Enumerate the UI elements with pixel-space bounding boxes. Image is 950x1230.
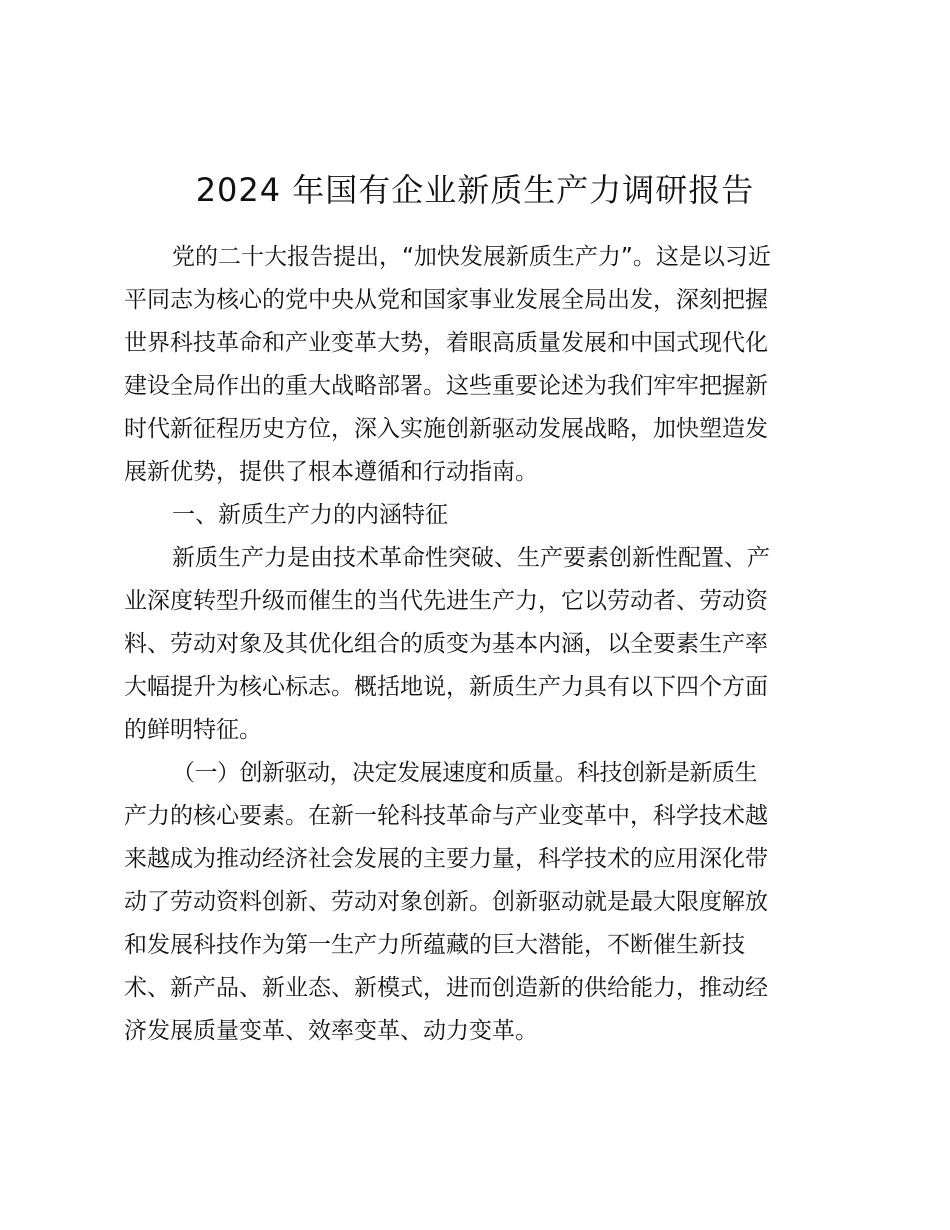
paragraph-line: 平同志为核心的党中央从党和国家事业发展全局出发，深刻把握 bbox=[124, 287, 768, 313]
paragraph-line: 产力的核心要素。在新一轮科技革命与产业变革中，科学技术越 bbox=[124, 803, 768, 829]
paragraph-line: 新质生产力是由技术革命性突破、生产要素创新性配置、产 bbox=[172, 545, 770, 571]
paragraph-line: 动了劳动资料创新、劳动对象创新。创新驱动就是最大限度解放 bbox=[124, 889, 768, 915]
document-title: 2024 年国有企业新质生产力调研报告 bbox=[195, 171, 755, 209]
paragraph-line: （一）创新驱动，决定发展速度和质量。科技创新是新质生 bbox=[172, 760, 757, 786]
paragraph-line: 和发展科技作为第一生产力所蕴藏的巨大潜能，不断催生新技 bbox=[124, 932, 745, 958]
paragraph-line: 业深度转型升级而催生的当代先进生产力，它以劳动者、劳动资 bbox=[124, 588, 768, 614]
document-body bbox=[124, 236, 824, 1053]
paragraph-line: 世界科技革命和产业变革大势，着眼高质量发展和中国式现代化 bbox=[124, 330, 768, 356]
paragraph-line: 术、新产品、新业态、新模式，进而创造新的供给能力，推动经 bbox=[124, 975, 768, 1001]
paragraph-line: 展新优势，提供了根本遵循和行动指南。 bbox=[124, 459, 538, 485]
paragraph-line: 料、劳动对象及其优化组合的质变为基本内涵，以全要素生产率 bbox=[124, 631, 768, 657]
paragraph-line: 来越成为推动经济社会发展的主要力量，科学技术的应用深化带 bbox=[124, 846, 768, 872]
section-heading: 一、新质生产力的内涵特征 bbox=[172, 502, 448, 528]
paragraph-line: 建设全局作出的重大战略部署。这些重要论述为我们牢牢把握新 bbox=[124, 373, 768, 399]
paragraph-line: 济发展质量变革、效率变革、动力变革。 bbox=[124, 1018, 538, 1044]
paragraph-line: 的鲜明特征。 bbox=[124, 717, 262, 743]
paragraph-line: 党的二十大报告提出，“加快发展新质生产力”。这是以习近 bbox=[172, 244, 771, 270]
paragraph-line: 时代新征程历史方位，深入实施创新驱动发展战略，加快塑造发 bbox=[124, 416, 768, 442]
paragraph-line: 大幅提升为核心标志。概括地说，新质生产力具有以下四个方面 bbox=[124, 674, 768, 700]
